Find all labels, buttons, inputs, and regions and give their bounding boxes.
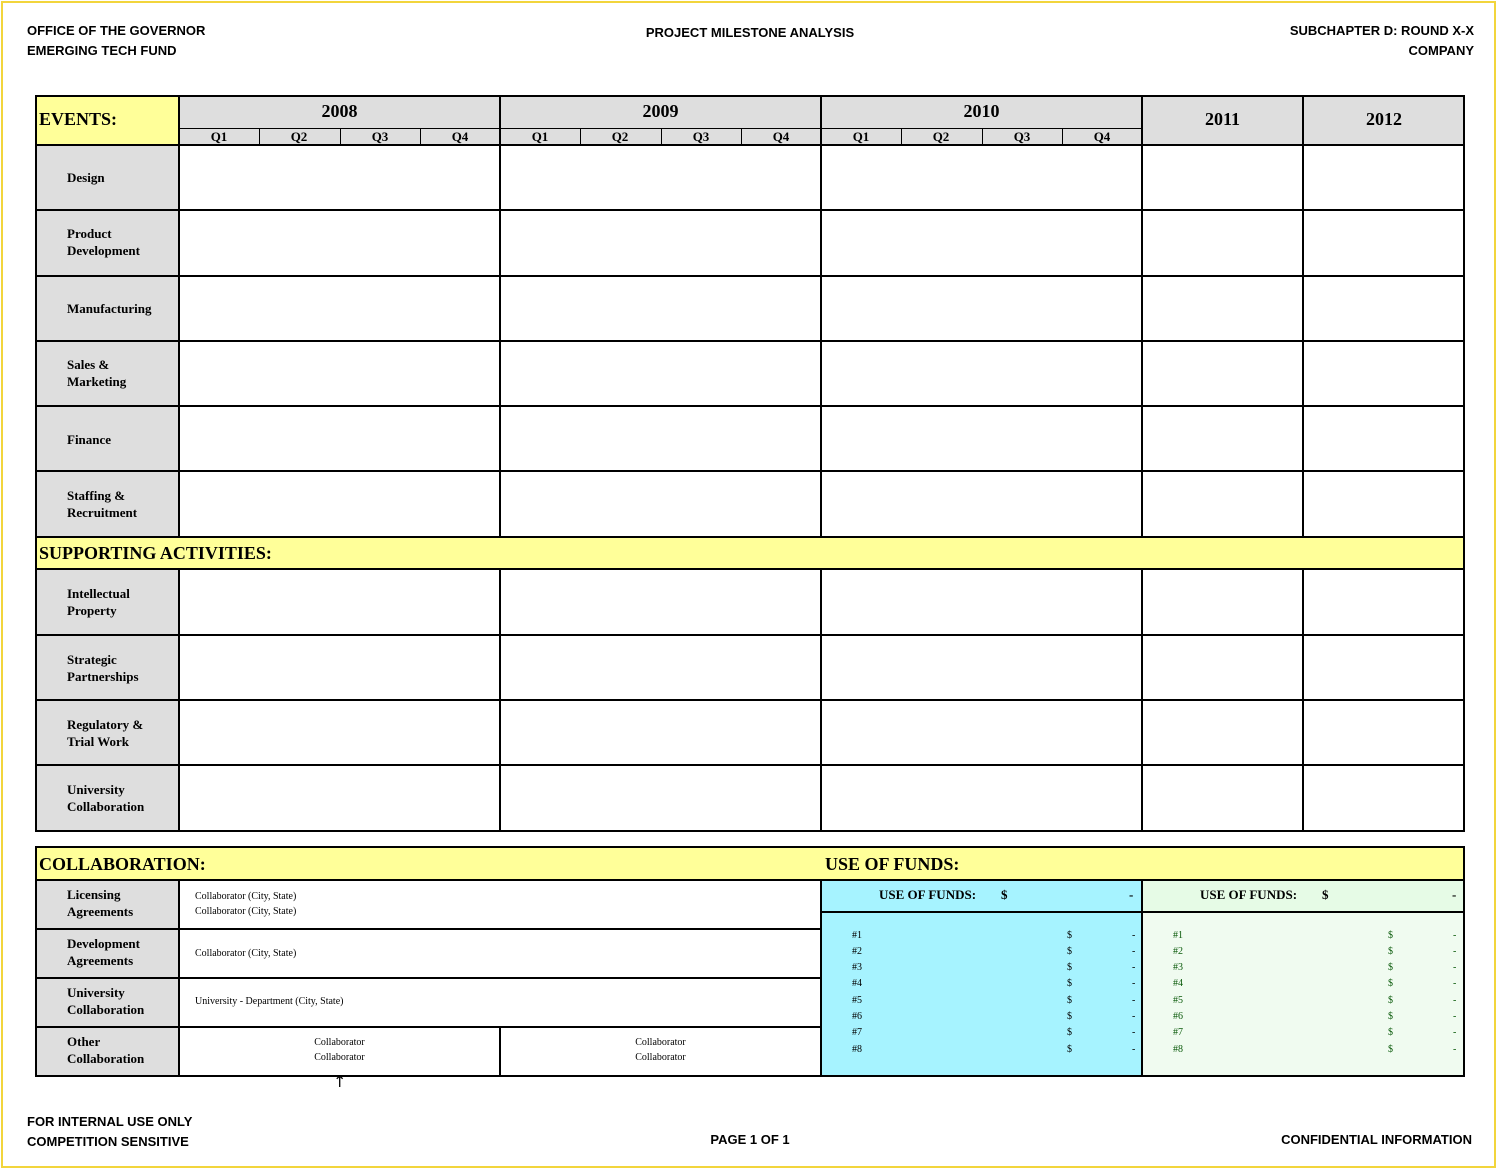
fund-item-num: #7: [852, 1027, 862, 1038]
quarter-2009-q1: Q1: [531, 129, 549, 144]
header-subchapter: SUBCHAPTER D: ROUND X-X: [1289, 23, 1474, 38]
grid-line: [35, 846, 1465, 848]
grid-line: [1302, 569, 1304, 832]
grid-line: [259, 128, 260, 144]
funds-panel-2-body: [1143, 912, 1463, 1076]
grid-line: [1062, 128, 1063, 144]
fund-item-value: -: [1453, 978, 1457, 989]
fund-item-currency: $: [1067, 1011, 1072, 1022]
other-collaborators-left: Collaborator Collaborator: [314, 1037, 365, 1063]
funds-panel-2-header: [1143, 880, 1463, 912]
grid-line: [35, 470, 1465, 472]
fund-item-currency: $: [1067, 930, 1072, 941]
grid-line: [35, 275, 1465, 277]
funds-panel-1-body: [822, 912, 1142, 1076]
grid-line: [820, 95, 822, 537]
grid-line: [1141, 95, 1143, 537]
grid-line: [1463, 95, 1465, 832]
fund-item-currency: $: [1388, 1011, 1393, 1022]
grid-line: [661, 128, 662, 144]
funds-panel-1-total: -: [1129, 887, 1134, 902]
grid-line: [35, 1075, 1465, 1077]
fund-item-currency: $: [1067, 946, 1072, 957]
grid-line: [901, 128, 902, 144]
events-label: EVENTS:: [39, 109, 118, 129]
fund-item-value: -: [1453, 946, 1457, 957]
funds-panel-1-currency: $: [1001, 887, 1008, 902]
support-university-collaboration: University Collaboration: [67, 782, 145, 814]
collaboration-title: COLLABORATION:: [39, 854, 206, 874]
grid-line: [822, 911, 1465, 913]
fund-item-value: -: [1453, 995, 1457, 1006]
fund-item-num: #7: [1173, 1027, 1183, 1038]
fund-item-num: #8: [852, 1044, 862, 1055]
fund-item-currency: $: [1067, 962, 1072, 973]
grid-line: [35, 144, 1465, 146]
year-2009: 2009: [642, 101, 679, 121]
funds-panel-2-currency: $: [1322, 887, 1329, 902]
fund-item-currency: $: [1388, 978, 1393, 989]
fund-item-num: #8: [1173, 1044, 1183, 1055]
footer-left: [27, 1112, 192, 1152]
grid-line: [982, 128, 983, 144]
grid-line: [178, 95, 180, 537]
year-2008: 2008: [321, 101, 358, 121]
grid-line: [35, 340, 1465, 342]
quarter-2010-q4: Q4: [1093, 129, 1111, 144]
fund-item-num: #3: [1173, 962, 1183, 973]
fund-item-currency: $: [1067, 995, 1072, 1006]
fund-item-value: -: [1453, 1044, 1457, 1055]
fund-item-num: #6: [852, 1011, 862, 1022]
fund-item-value: -: [1453, 962, 1457, 973]
quarter-2009-q2: Q2: [611, 129, 629, 144]
grid-line: [420, 128, 421, 144]
year-2012: 2012: [1366, 109, 1402, 129]
grid-line: [499, 569, 501, 832]
fund-item-currency: $: [1067, 978, 1072, 989]
support-regulatory-trial: Regulatory & Trial Work: [67, 717, 144, 749]
grid-line: [340, 128, 341, 144]
fund-item-currency: $: [1067, 1044, 1072, 1055]
grid-line: [35, 879, 1465, 881]
collab-university-collaboration: University Collaboration: [67, 985, 145, 1017]
fund-item-num: #5: [1173, 995, 1183, 1006]
grid-line: [178, 880, 180, 1077]
fund-item-value: -: [1132, 978, 1136, 989]
grid-line: [35, 536, 1465, 538]
fund-item-value: -: [1132, 995, 1136, 1006]
event-product-development: Product Development: [67, 226, 140, 258]
quarter-2009-q4: Q4: [772, 129, 790, 144]
fund-item-value: -: [1132, 1044, 1136, 1055]
fund-item-currency: $: [1388, 946, 1393, 957]
arrow-up-icon: ↑: [333, 1072, 347, 1091]
header-left: [27, 21, 205, 61]
fund-item-currency: $: [1067, 1027, 1072, 1038]
fund-item-value: -: [1132, 962, 1136, 973]
support-strategic-partnerships: Strategic Partnerships: [67, 652, 139, 684]
collab-licensing-agreements: Licensing Agreements: [67, 887, 134, 919]
header-office: OFFICE OF THE GOVERNOR: [27, 23, 206, 38]
quarter-2008-q1: Q1: [210, 129, 228, 144]
support-intellectual-property: Intellectual Property: [67, 586, 130, 618]
milestone-grid: [35, 95, 1465, 832]
event-sales-marketing: Sales & Marketing: [67, 357, 127, 389]
grid-line: [35, 209, 1465, 211]
fund-item-currency: $: [1388, 1044, 1393, 1055]
fund-item-currency: $: [1388, 930, 1393, 941]
fund-item-currency: $: [1388, 995, 1393, 1006]
fund-item-num: #4: [852, 978, 862, 989]
grid-line: [1141, 880, 1143, 1077]
grid-line: [35, 977, 822, 979]
year-2011: 2011: [1204, 109, 1240, 129]
quarter-2009-q3: Q3: [692, 129, 710, 144]
grid-line: [35, 928, 822, 930]
event-staffing-recruitment: Staffing & Recruitment: [67, 488, 138, 520]
header-right: [1290, 21, 1474, 61]
fund-item-currency: $: [1388, 962, 1393, 973]
grid-line: [35, 764, 1465, 766]
grid-line: [1302, 95, 1304, 537]
fund-item-value: -: [1453, 1011, 1457, 1022]
grid-line: [820, 880, 822, 1077]
event-finance: Finance: [67, 432, 112, 447]
quarter-2010-q1: Q1: [852, 129, 870, 144]
quarter-2010-q2: Q2: [932, 129, 950, 144]
header-fund: EMERGING TECH FUND: [27, 43, 177, 58]
licensing-collaborators: Collaborator (City, State) Collaborator (City, State): [195, 891, 297, 917]
funds-panel-1-label: USE OF FUNDS:: [879, 887, 977, 902]
grid-line: [35, 830, 1465, 832]
funds-panel-2-total: -: [1452, 887, 1457, 902]
grid-line: [499, 95, 501, 537]
grid-line: [35, 1026, 822, 1028]
grid-line: [580, 128, 581, 144]
supporting-label: SUPPORTING ACTIVITIES:: [39, 543, 272, 563]
grid-line: [1141, 569, 1143, 832]
quarter-2008-q3: Q3: [371, 129, 389, 144]
footer-confidential: CONFIDENTIAL INFORMATION: [1281, 1132, 1472, 1147]
grid-line: [820, 569, 822, 832]
fund-item-value: -: [1453, 930, 1457, 941]
fund-item-value: -: [1132, 1027, 1136, 1038]
page-title: PROJECT MILESTONE ANALYSIS: [645, 25, 855, 40]
fund-item-value: -: [1132, 1011, 1136, 1022]
university-departments: University - Department (City, State): [195, 996, 344, 1007]
grid-line: [1463, 846, 1465, 1077]
grid-line: [35, 846, 37, 1077]
fund-item-num: #2: [1173, 946, 1183, 957]
other-collaborators-right: Collaborator Collaborator: [635, 1037, 686, 1063]
quarter-2008-q4: Q4: [451, 129, 469, 144]
grid-line: [178, 569, 180, 832]
collaboration-title-band: [35, 846, 1465, 880]
use-of-funds-title: USE OF FUNDS:: [825, 854, 960, 874]
grid-line: [35, 699, 1465, 701]
funds-panel-1-header: [822, 880, 1142, 912]
fund-item-num: #3: [852, 962, 862, 973]
development-collaborators: Collaborator (City, State): [195, 948, 297, 959]
event-manufacturing: Manufacturing: [67, 301, 152, 316]
fund-item-num: #1: [852, 930, 862, 941]
collaboration-table: [35, 846, 1465, 1078]
fund-item-num: #1: [1173, 930, 1183, 941]
collab-development-agreements: Development Agreements: [67, 936, 140, 968]
quarter-2010-q3: Q3: [1013, 129, 1031, 144]
page-number: PAGE 1 OF 1: [710, 1132, 790, 1147]
collab-other-collaboration: Other Collaboration: [67, 1034, 145, 1066]
event-design: Design: [67, 170, 105, 185]
grid-line: [35, 405, 1465, 407]
quarter-2008-q2: Q2: [290, 129, 308, 144]
footer-competition: COMPETITION SENSITIVE: [27, 1134, 189, 1149]
header-company: COMPANY: [1408, 43, 1474, 58]
grid-line: [35, 634, 1465, 636]
funds-panel-2-label: USE OF FUNDS:: [1200, 887, 1298, 902]
fund-item-value: -: [1132, 930, 1136, 941]
grid-line: [499, 1027, 501, 1077]
grid-line: [35, 95, 1465, 97]
fund-item-num: #5: [852, 995, 862, 1006]
fund-item-num: #2: [852, 946, 862, 957]
fund-item-value: -: [1132, 946, 1136, 957]
fund-item-currency: $: [1388, 1027, 1393, 1038]
footer-internal-use: FOR INTERNAL USE ONLY: [27, 1114, 193, 1129]
grid-line: [35, 568, 1465, 570]
fund-item-value: -: [1453, 1027, 1457, 1038]
grid-line: [35, 95, 37, 832]
grid-line: [741, 128, 742, 144]
fund-item-num: #6: [1173, 1011, 1183, 1022]
fund-item-num: #4: [1173, 978, 1183, 989]
year-2010: 2010: [963, 101, 1000, 121]
